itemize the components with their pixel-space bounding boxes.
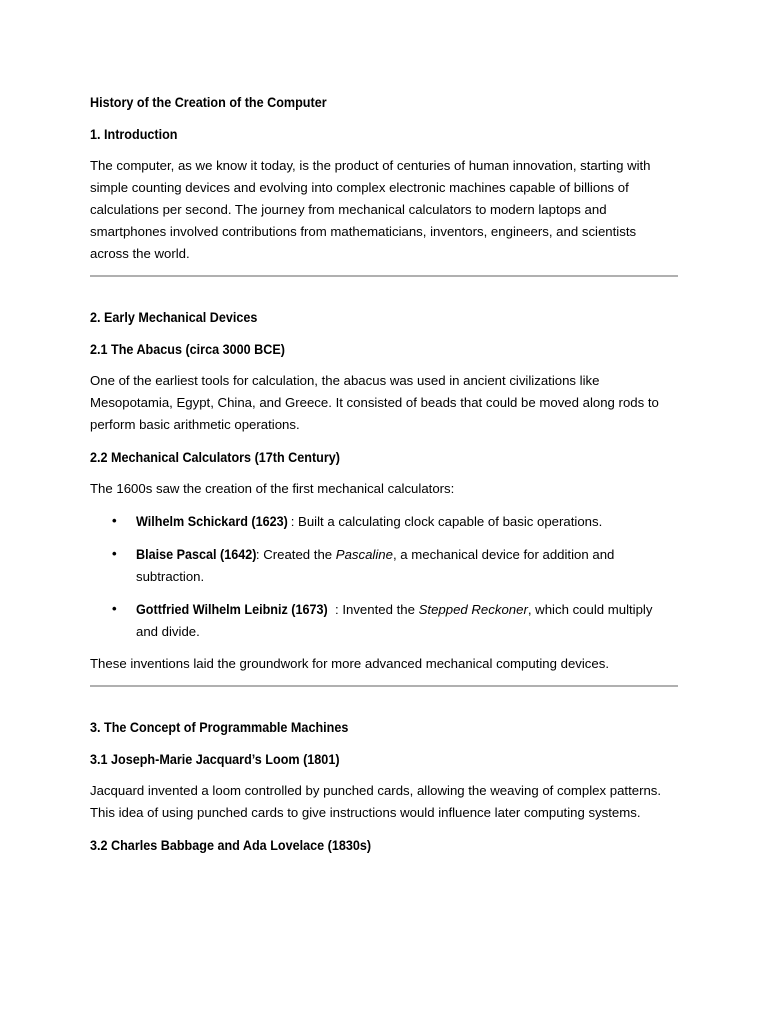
inventor-name: Wilhelm Schickard (1623)	[136, 513, 288, 529]
subsection-heading-mechanical-calculators: 2.2 Mechanical Calculators (17th Century)	[90, 449, 340, 465]
list-item	[90, 598, 678, 643]
invention-name: Stepped Reckoner	[418, 602, 528, 617]
list-item-text: : Created the	[255, 547, 336, 562]
section-divider	[90, 685, 678, 687]
abacus-paragraph: One of the earliest tools for calculation, the abacus was used in ancient civilizations like Mesopotamia, Egypt, China, and Greece. It consisted of beads that could be moved along rods to perform basic arithmetic operations.	[90, 373, 659, 432]
list-item	[90, 543, 678, 588]
inventor-name: Blaise Pascal (1642)	[136, 546, 257, 562]
section-heading-introduction: 1. Introduction	[90, 126, 178, 142]
calculators-closing-paragraph: These inventions laid the groundwork for more advanced mechanical computing devices.	[90, 656, 609, 671]
bullet-icon: •	[112, 601, 117, 616]
invention-name: Pascaline	[335, 547, 393, 562]
subsection-heading-abacus: 2.1 The Abacus (circa 3000 BCE)	[90, 341, 285, 357]
bullet-icon: •	[112, 546, 117, 561]
list-item-text: : Invented the	[335, 602, 419, 617]
section-divider	[90, 275, 678, 277]
section-heading-programmable-machines: 3. The Concept of Programmable Machines	[90, 719, 349, 735]
list-item-text: , a mechanical device for addition and subtraction.	[136, 547, 615, 584]
jacquard-paragraph: Jacquard invented a loom controlled by punched cards, allowing the weaving of complex patterns. This idea of using punched cards to give instructions would influence later computing systems.	[90, 783, 662, 820]
bullet-icon: •	[112, 513, 117, 528]
section-heading-early-devices: 2. Early Mechanical Devices	[90, 309, 258, 325]
list-item-text: , which could multiply and divide.	[136, 602, 653, 639]
subsection-heading-jacquard-loom: 3.1 Joseph-Marie Jacquard’s Loom (1801)	[90, 751, 340, 767]
calculators-list	[90, 510, 678, 643]
document-title: History of the Creation of the Computer	[90, 94, 327, 110]
document-page	[90, 91, 678, 866]
calculators-intro-paragraph: The 1600s saw the creation of the first mechanical calculators:	[90, 481, 455, 496]
inventor-name: Gottfried Wilhelm Leibniz (1673)	[136, 601, 328, 617]
subsection-heading-babbage-lovelace: 3.2 Charles Babbage and Ada Lovelace (1830s)	[90, 837, 372, 853]
list-item	[90, 510, 678, 533]
list-item-text: : Built a calculating clock capable of basic operations.	[290, 514, 603, 529]
introduction-paragraph: The computer, as we know it today, is the product of centuries of human innovation, starting with simple counting devices and evolving into complex electronic machines capable of billions of calculations per second. The journey from mechanical calculators to modern laptops and smartphones involved contributions from mathematicians, inventors, engineers, and scientists across the world.	[90, 158, 651, 261]
